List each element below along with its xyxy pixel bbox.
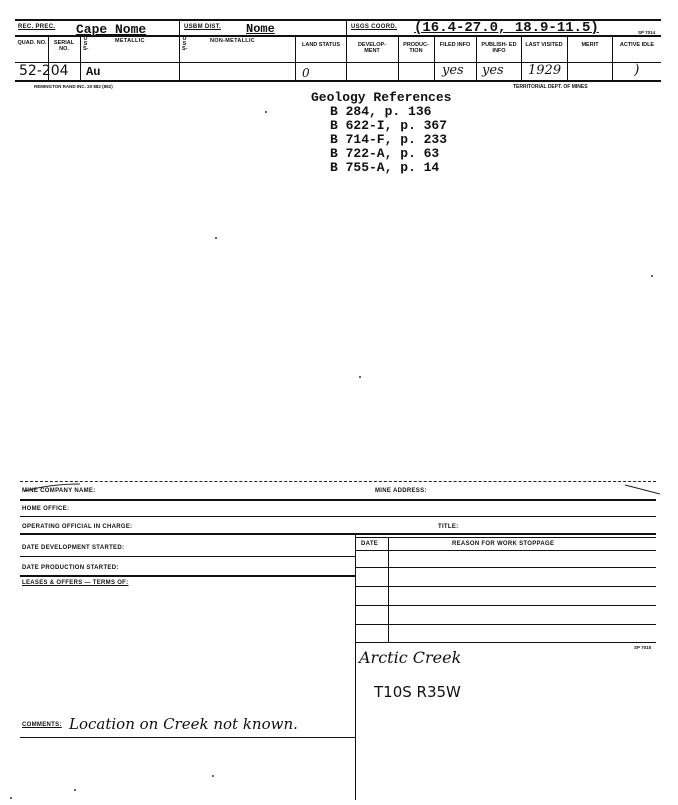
land-status-value: 0 — [302, 66, 310, 80]
filed-info-label: FILED INFO — [439, 42, 471, 48]
form-code-2: SP 7015 — [634, 645, 652, 650]
speck — [74, 789, 76, 791]
reference-item: B 284, p. 136 — [330, 104, 432, 119]
mine-company-name-label: MINE COMPANY NAME: — [22, 488, 96, 494]
footer-left: REMINGTON RAND INC. 20 882 (882) — [34, 84, 113, 89]
date-production-started-label: DATE PRODUCTION STARTED: — [22, 565, 119, 571]
published-info-label: PUBLISH- ED INFO — [481, 42, 517, 54]
comments-value: Location on Creek not known. — [69, 715, 298, 733]
references-title: Geology References — [311, 90, 452, 105]
serial-no-label: SERIAL NO. — [53, 40, 75, 52]
land-status-label: LAND STATUS — [302, 42, 340, 48]
us-metallic-label: U S S- — [83, 36, 89, 52]
handwritten-creek: Arctic Creek — [359, 648, 462, 667]
quad-serial-value: 52-204 — [19, 63, 69, 79]
comments-label: COMMENTS: — [22, 722, 62, 728]
metallic-value: Au — [86, 65, 101, 79]
speck — [651, 275, 653, 277]
reference-item: B 622-I, p. 367 — [330, 118, 448, 133]
speck — [265, 111, 267, 113]
usgs-coord-label: USGS COORD. — [351, 24, 397, 30]
nonmetallic-label: NON-METALLIC — [210, 38, 256, 44]
speck — [10, 797, 12, 799]
date-column-label: DATE — [361, 541, 379, 547]
active-idle-label: ACTIVE IDLE — [619, 42, 655, 48]
reference-item: B 722-A, p. 63 — [330, 146, 440, 161]
reason-column-label: REASON FOR WORK STOPPAGE — [452, 541, 555, 547]
quad-no-label: QUAD. NO. — [17, 40, 47, 46]
metallic-label: METALLIC — [115, 38, 145, 44]
speck — [359, 376, 361, 378]
rec-prec-value: Cape Nome — [76, 22, 147, 37]
mine-address-label: MINE ADDRESS: — [375, 488, 427, 494]
development-label: DEVELOP- MENT — [357, 42, 387, 54]
us-nonmetallic-label: U S S- — [182, 36, 188, 52]
rec-prec-label: REC. PREC. — [18, 24, 56, 30]
usgs-coord-value: (16.4-27.0, 18.9-11.5) — [414, 20, 599, 36]
usbm-dist-value: Nome — [246, 22, 275, 36]
leases-label: LEASES & OFFERS — TERMS OF: — [22, 580, 129, 586]
merit-label: MERIT — [581, 42, 599, 48]
usbm-dist-label: USBM DIST. — [184, 24, 222, 30]
reference-item: B 714-F, p. 233 — [330, 132, 448, 147]
reference-item: B 755-A, p. 14 — [330, 160, 440, 175]
title-label: TITLE: — [438, 524, 459, 530]
pencil-strokes — [20, 478, 678, 498]
last-visited-label: LAST VISITED — [525, 42, 563, 48]
speck — [212, 775, 214, 777]
date-development-started-label: DATE DEVELOPMENT STARTED: — [22, 545, 125, 551]
footer-right: TERRITORIAL DEPT. OF MINES — [513, 84, 588, 90]
form-code: SP 7014 — [638, 30, 656, 35]
production-label: PRODUC- TION — [403, 42, 429, 54]
home-office-label: HOME OFFICE: — [22, 506, 70, 512]
filed-info-value: yes — [442, 63, 464, 78]
handwritten-township: T10S R35W — [374, 683, 461, 701]
published-info-value: yes — [482, 63, 504, 78]
speck — [215, 237, 217, 239]
operating-official-label: OPERATING OFFICIAL IN CHARGE: — [22, 524, 133, 530]
last-visited-value: 1929 — [528, 63, 562, 78]
active-idle-value: ) — [634, 62, 640, 78]
